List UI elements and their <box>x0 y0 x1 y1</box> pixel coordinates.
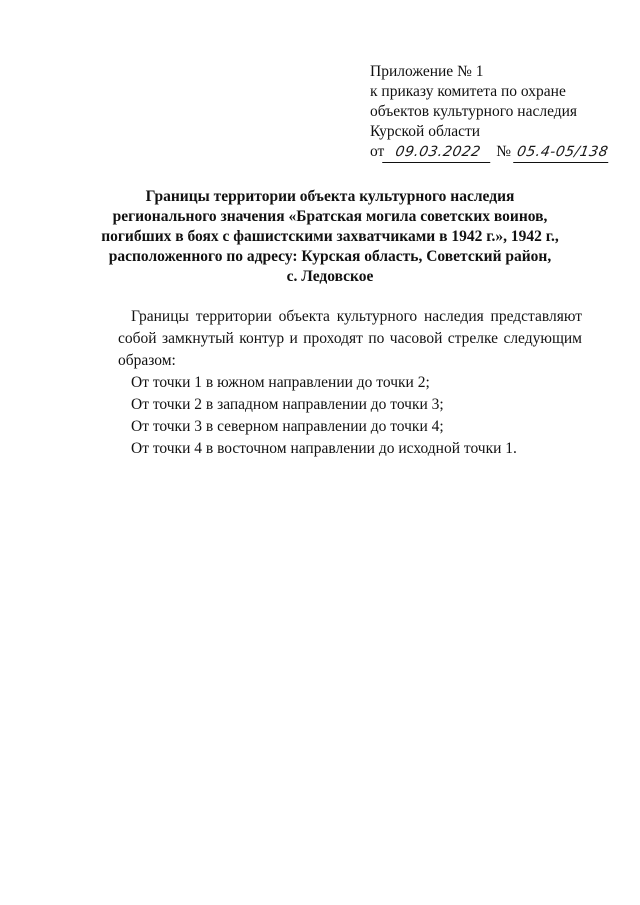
document-body <box>118 306 582 460</box>
handwritten-number: 05.4-05/138 <box>513 142 612 163</box>
boundary-item: От точки 2 в западном направлении до точки 3; <box>131 396 444 413</box>
title-line: регионального значения «Братская могила советских воинов, <box>112 208 548 225</box>
document-title <box>60 187 600 287</box>
title-line: погибших в боях с фашистскими захватчиками в 1942 г.», 1942 г., <box>101 228 559 245</box>
handwritten-date: 09.03.2022 <box>382 142 494 163</box>
appendix-date-number-line <box>370 142 620 163</box>
number-label: № <box>496 143 511 160</box>
title-line: с. Ледовское <box>286 268 374 285</box>
boundary-item: От точки 3 в северном направлении до точки 4; <box>131 418 444 435</box>
intro-paragraph: Границы территории объекта культурного наследия представляют собой замкнутый контур и проходят по часовой стрелке следующим образом: <box>118 308 582 369</box>
appendix-title: Приложение № 1 <box>370 63 484 80</box>
appendix-header <box>370 62 620 163</box>
appendix-region: Курской области <box>370 123 481 140</box>
boundary-item: От точки 4 в восточном направлении до исходной точки 1. <box>131 440 517 457</box>
boundary-item: От точки 1 в южном направлении до точки 2; <box>131 374 430 391</box>
appendix-order-ref: к приказу комитета по охране <box>370 83 566 100</box>
title-line: Границы территории объекта культурного наследия <box>145 188 515 205</box>
from-label: от <box>370 143 385 160</box>
appendix-committee: объектов культурного наследия <box>370 103 578 120</box>
title-line: расположенного по адресу: Курская область, Советский район, <box>108 248 552 265</box>
